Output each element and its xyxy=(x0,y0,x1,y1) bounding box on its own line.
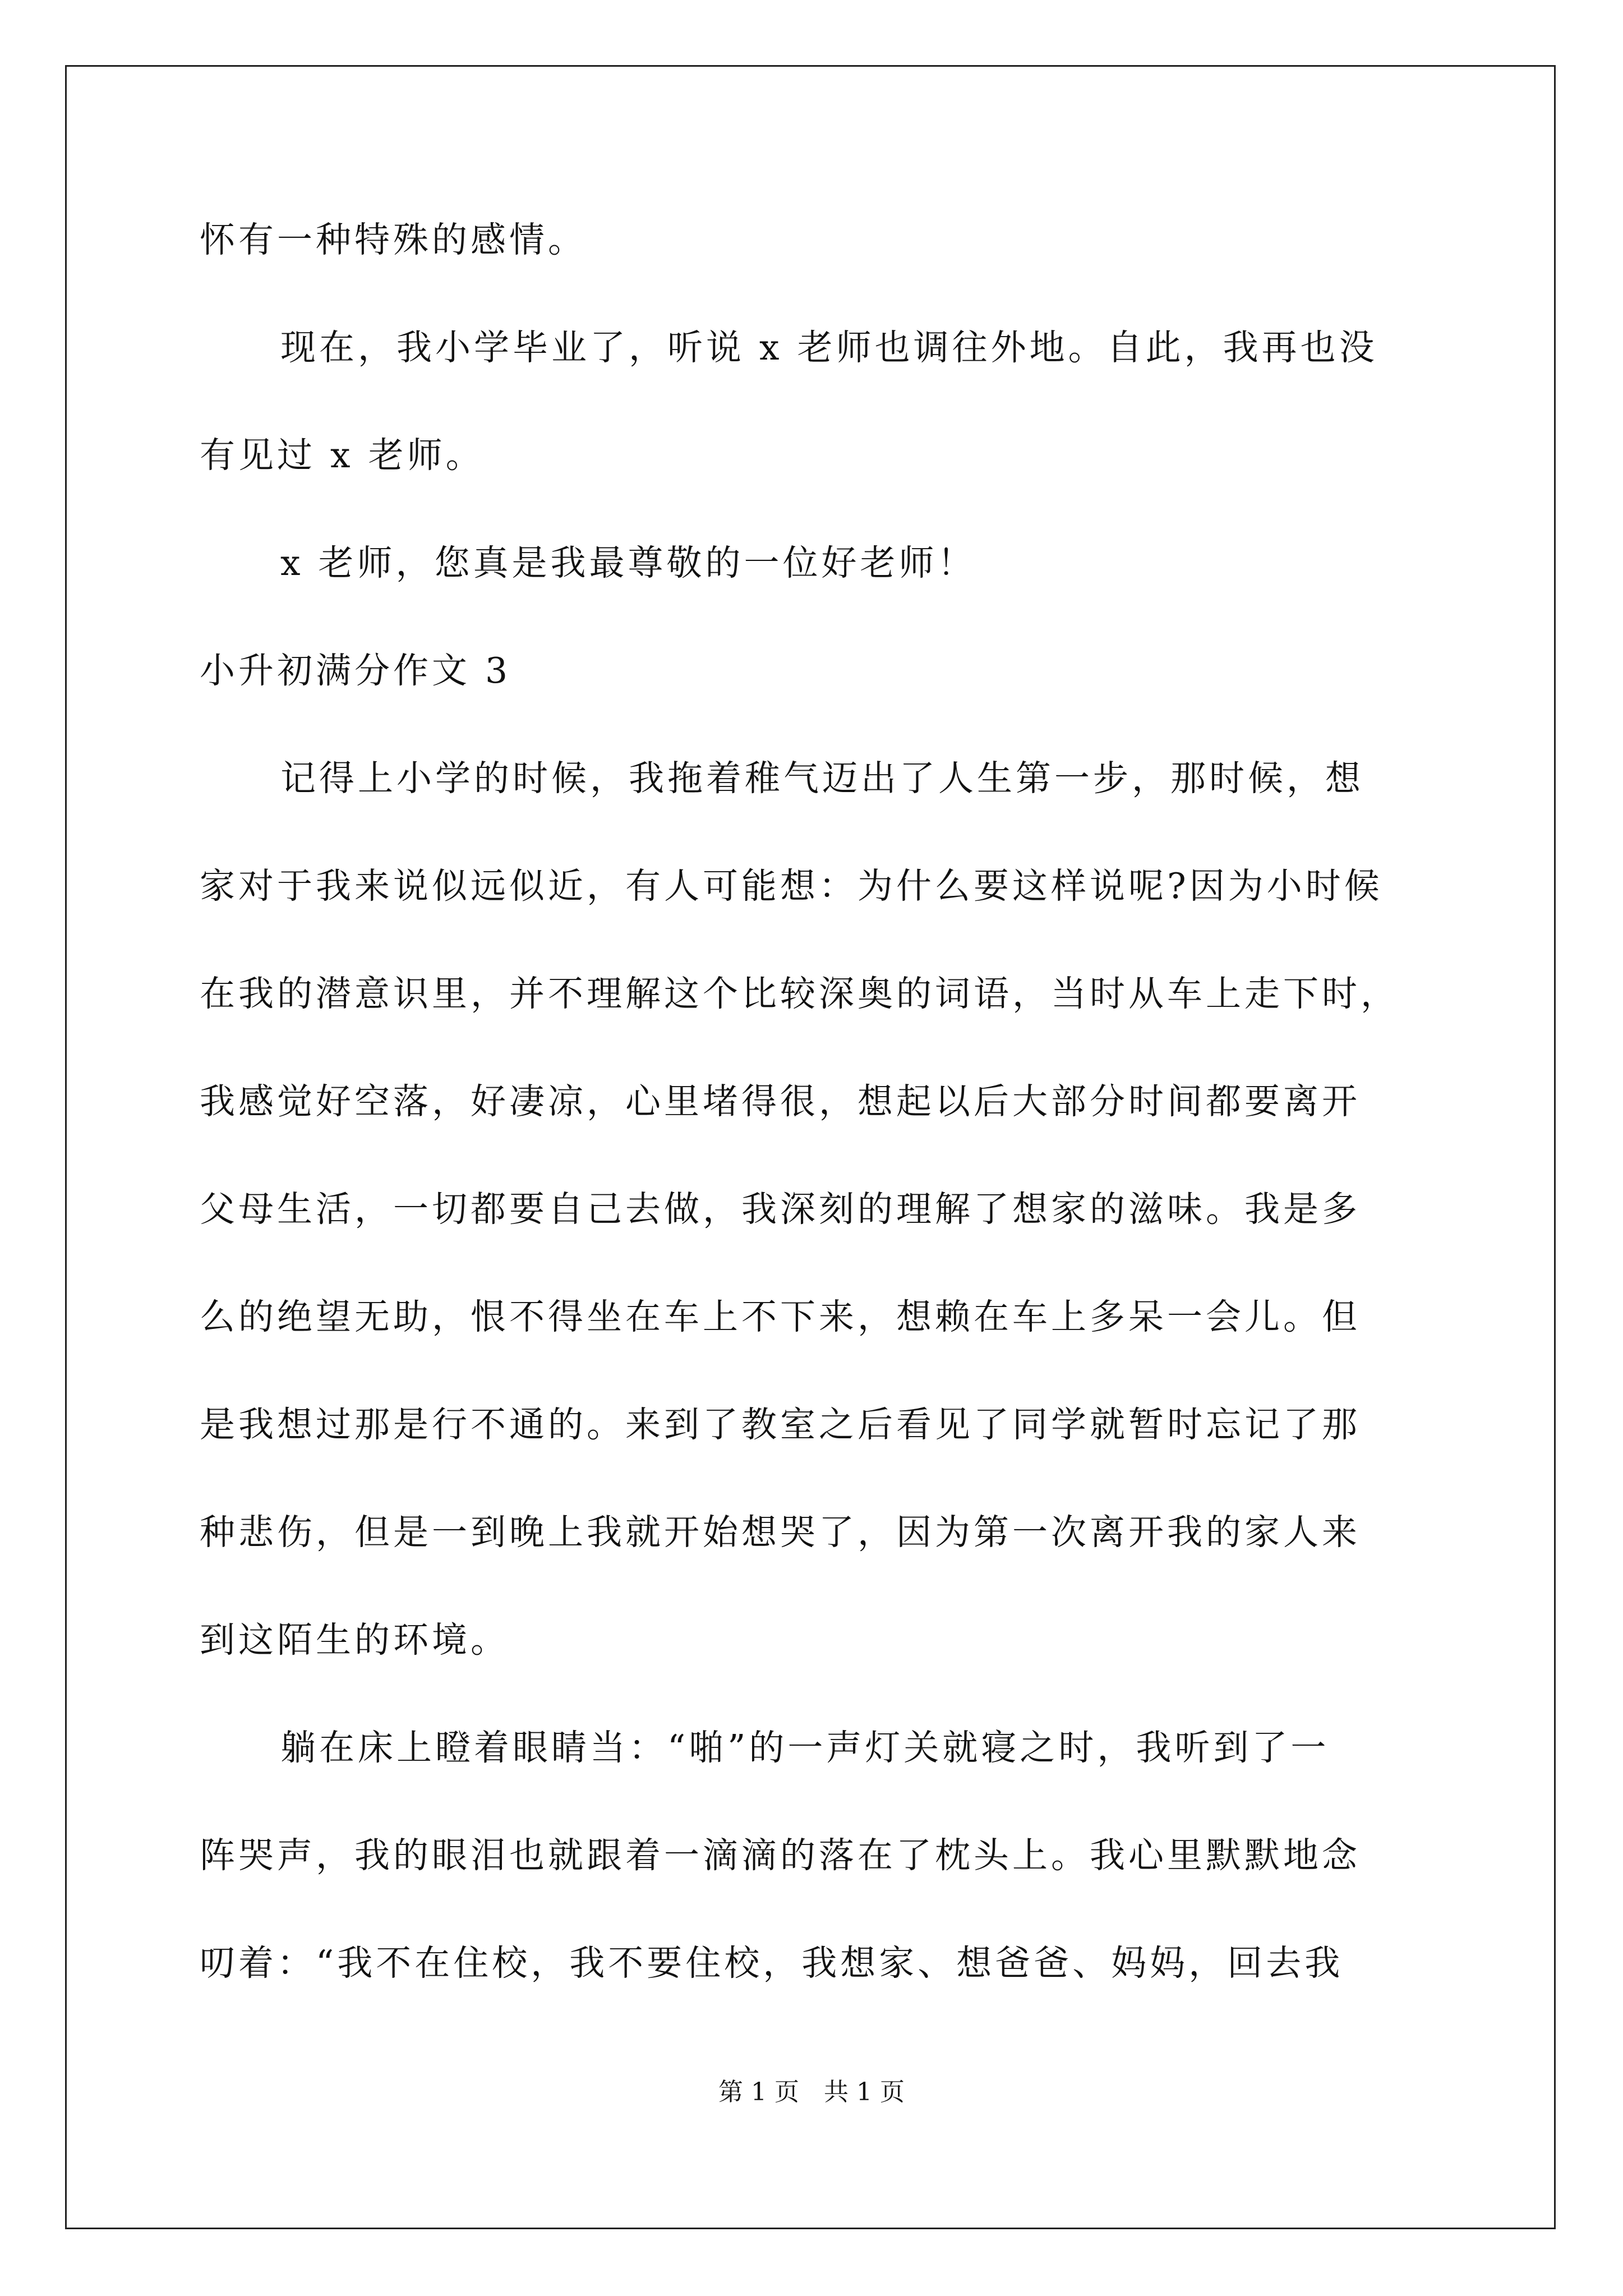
text-line: 到这陌生的环境。 xyxy=(200,1619,509,1660)
text-line: 父母生活，一切都要自己去做，我深刻的理解了想家的滋味。我是多 xyxy=(200,1189,1361,1230)
text-line: 家对于我来说似远似近，有人可能想：为什么要这样说呢?因为小时候 xyxy=(200,866,1383,907)
text-line: x 老师，您真是我最尊敬的一位好老师！ xyxy=(280,542,976,583)
text-line: 记得上小学的时候，我拖着稚气迈出了人生第一步，那时候，想 xyxy=(280,758,1364,799)
section-heading: 小升初满分作文 3 xyxy=(200,650,511,691)
page-footer: 第 1 页 共 1 页 xyxy=(718,2078,905,2106)
text-line: 现在，我小学毕业了，听说 x 老师也调往外地。自此，我再也没 xyxy=(280,327,1378,368)
text-line: 在我的潜意识里，并不理解这个比较深奥的词语，当时从车上走下时， xyxy=(200,973,1399,1014)
text-line: 我感觉好空落，好凄凉，心里堵得很，想起以后大部分时间都要离开 xyxy=(200,1081,1361,1122)
text-line: 有见过 x 老师。 xyxy=(200,435,485,476)
text-line: 叨着：“我不在住校，我不要住校，我想家、想爸爸、妈妈，回去我 xyxy=(200,1943,1344,1984)
document-body xyxy=(200,213,1431,2044)
text-line: 是我想过那是行不通的。来到了教室之后看见了同学就暂时忘记了那 xyxy=(200,1404,1361,1445)
text-line: 躺在床上瞪着眼睛当：“啪”的一声灯关就寝之时，我听到了一 xyxy=(280,1727,1330,1768)
text-line: 怀有一种特殊的感情。 xyxy=(200,219,587,260)
text-line: 阵哭声，我的眼泪也就跟着一滴滴的落在了枕头上。我心里默默地念 xyxy=(200,1835,1361,1876)
text-line: 种悲伤，但是一到晚上我就开始想哭了，因为第一次离开我的家人来 xyxy=(200,1512,1361,1553)
text-line: 么的绝望无助，恨不得坐在车上不下来，想赖在车上多呆一会儿。但 xyxy=(200,1296,1361,1337)
